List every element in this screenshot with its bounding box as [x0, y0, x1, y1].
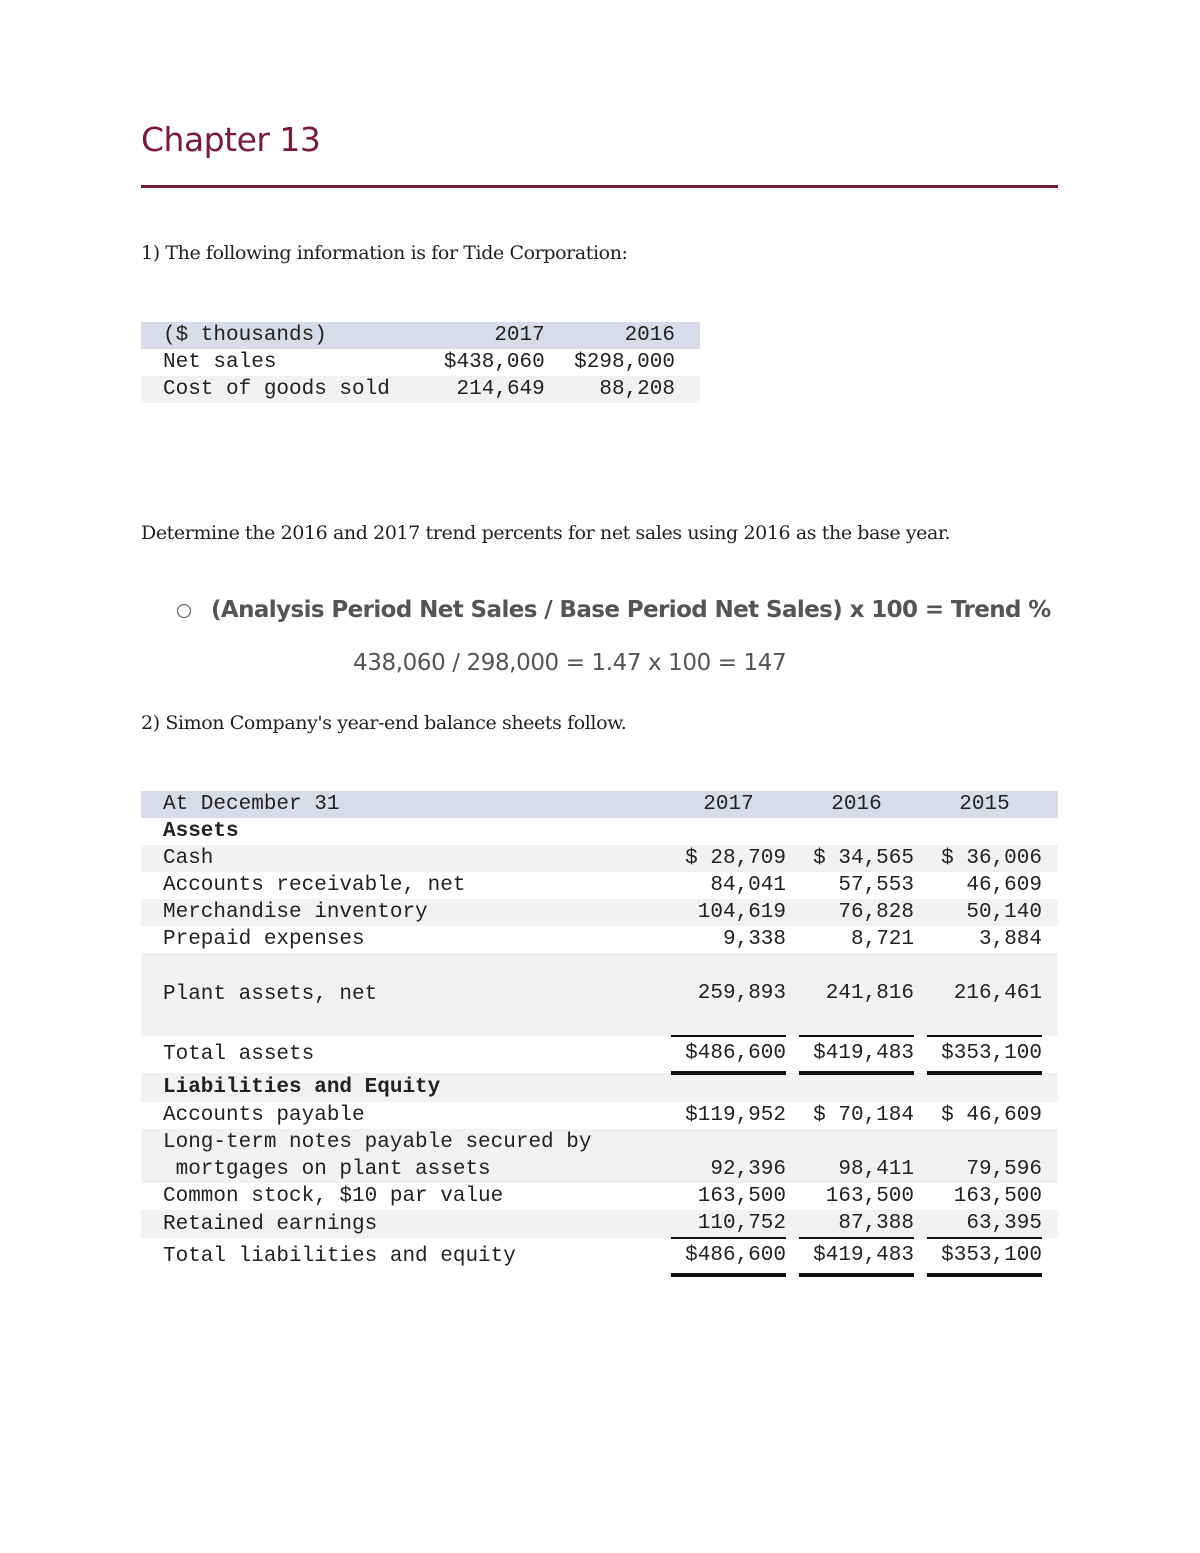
bullet-circle-icon [177, 604, 191, 618]
table-row [141, 1129, 1058, 1156]
value-2015: 63,395 [927, 1210, 1042, 1238]
value-2017: 9,338 [722, 928, 786, 951]
row-label: Total assets [163, 1042, 315, 1066]
question-1-prompt: 1) The following information is for Tide Corporation: [141, 242, 628, 264]
row-label: Total liabilities and equity [163, 1244, 516, 1268]
table-row [141, 953, 1058, 1036]
row-label: Accounts payable [163, 1104, 365, 1127]
row-label-continued: mortgages on plant assets [163, 1158, 491, 1181]
value-2015: 46,609 [966, 874, 1042, 897]
value-2016: 98,411 [838, 1158, 914, 1181]
value-2016: $419,483 [799, 1238, 914, 1275]
row-label: Common stock, $10 par value [163, 1185, 504, 1208]
value-2016: 76,828 [838, 901, 914, 924]
row-value-2017: 214,649 [456, 378, 545, 401]
value-2017: $ 28,709 [685, 847, 786, 870]
total-assets-row [141, 1036, 1058, 1073]
table-row [141, 872, 1058, 899]
value-2015: $353,100 [927, 1238, 1042, 1275]
value-2017: 84,041 [710, 874, 786, 897]
value-2015: 216,461 [953, 982, 1042, 1005]
value-2016: $ 34,565 [813, 847, 914, 870]
value-2015: $353,100 [927, 1036, 1042, 1073]
value-2015: 50,140 [966, 901, 1042, 924]
row-label: Merchandise inventory [163, 901, 428, 924]
table-row [141, 845, 1058, 872]
row-label: Retained earnings [163, 1212, 378, 1236]
header-2017: 2017 [703, 793, 754, 816]
assets-heading-row [141, 818, 1058, 845]
row-label: Cash [163, 847, 214, 870]
liabilities-heading-row [141, 1073, 1058, 1102]
chapter-title: Chapter 13 [141, 120, 321, 159]
table-header-row [141, 791, 1058, 818]
title-rule [141, 185, 1058, 188]
value-2016: 163,500 [825, 1185, 914, 1208]
assets-heading: Assets [163, 820, 239, 843]
row-label: Prepaid expenses [163, 928, 365, 951]
header-2015: 2015 [959, 793, 1010, 816]
trend-calculation: 438,060 / 298,000 = 1.47 x 100 = 147 [353, 650, 787, 676]
value-2015: 3,884 [978, 928, 1042, 951]
table-header-row [141, 322, 700, 349]
table-row [141, 1210, 1058, 1238]
value-2017: 92,396 [710, 1158, 786, 1181]
table-row [141, 899, 1058, 926]
value-2015: 163,500 [953, 1185, 1042, 1208]
value-2017: $119,952 [685, 1104, 786, 1127]
question-1-task: Determine the 2016 and 2017 trend percents for net sales using 2016 as the base year. [141, 522, 951, 544]
row-value-2017: $438,060 [443, 351, 545, 374]
value-2017: 110,752 [671, 1210, 786, 1238]
header-label: At December 31 [163, 793, 340, 816]
row-value-2016: 88,208 [599, 378, 675, 401]
table-row [141, 349, 700, 376]
row-label: Long-term notes payable secured by [163, 1131, 592, 1154]
row-label: Cost of goods sold [163, 378, 390, 401]
liabilities-heading: Liabilities and Equity [163, 1076, 441, 1099]
question-2-prompt: 2) Simon Company's year-end balance sheets follow. [141, 712, 627, 734]
value-2017: $486,600 [671, 1238, 786, 1275]
value-2015: $ 46,609 [941, 1104, 1042, 1127]
header-label: ($ thousands) [163, 324, 327, 347]
value-2016: 241,816 [825, 982, 914, 1005]
value-2015: $ 36,006 [941, 847, 1042, 870]
header-2017: 2017 [494, 324, 545, 347]
table-row [141, 1183, 1058, 1210]
row-label: Plant assets, net [163, 982, 378, 1006]
table-row [141, 376, 700, 403]
value-2017: 259,893 [697, 982, 786, 1005]
value-2016: 8,721 [850, 928, 914, 951]
header-2016: 2016 [624, 324, 675, 347]
value-2017: $486,600 [671, 1036, 786, 1073]
table-row [141, 1102, 1058, 1129]
trend-formula: (Analysis Period Net Sales / Base Period Net Sales) x 100 = Trend % [211, 597, 1051, 623]
value-2016: $ 70,184 [813, 1104, 914, 1127]
total-liabilities-row [141, 1238, 1058, 1275]
table-row [141, 1156, 1058, 1183]
value-2017: 163,500 [697, 1185, 786, 1208]
tide-corporation-table [141, 322, 700, 403]
row-label: Accounts receivable, net [163, 874, 466, 897]
value-2015: 79,596 [966, 1158, 1042, 1181]
header-2016: 2016 [831, 793, 882, 816]
simon-balance-sheet-table [141, 791, 1058, 1277]
table-row [141, 926, 1058, 953]
value-2016: 57,553 [838, 874, 914, 897]
value-2016: $419,483 [799, 1036, 914, 1073]
value-2017: 104,619 [697, 901, 786, 924]
row-label: Net sales [163, 351, 277, 374]
row-value-2016: $298,000 [574, 351, 675, 374]
value-2016: 87,388 [799, 1210, 914, 1238]
